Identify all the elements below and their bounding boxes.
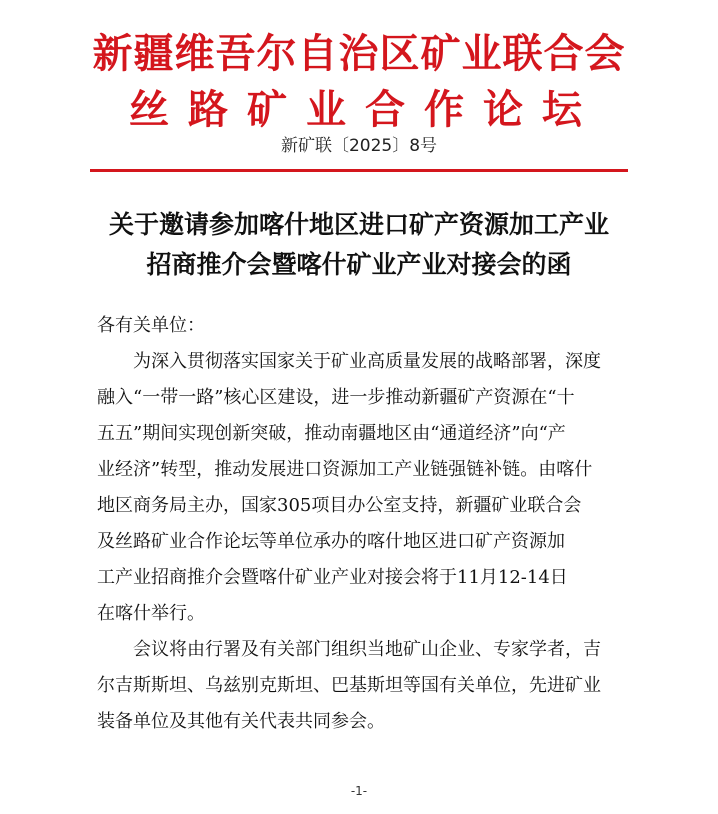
paragraph-1 [97, 344, 625, 632]
paragraph-line: 业经济”转型，推动发展进口资源加工产业链强链补链。由喀什 [97, 459, 593, 480]
paragraph-2 [97, 632, 625, 740]
paragraph-line: 装备单位及其他有关代表共同参会。 [97, 711, 385, 732]
page-number: -1- [350, 784, 368, 798]
salutation: 各有关单位： [97, 315, 205, 336]
paragraph-line: 融入“一带一路”核心区建设，进一步推动新疆矿产资源在“十 [97, 387, 575, 408]
paragraph-line: 尔吉斯斯坦、乌兹别克斯坦、巴基斯坦等国有关单位，先进矿业 [97, 675, 601, 696]
document-title-line1: 关于邀请参加喀什地区进口矿产资源加工产业 [108, 210, 609, 239]
paragraph-line: 在喀什举行。 [97, 603, 205, 624]
document-number: 新矿联〔2025〕8号 [280, 136, 438, 156]
paragraph-line: 及丝路矿业合作论坛等单位承办的喀什地区进口矿产资源加 [97, 531, 565, 552]
org-name-line1: 新疆维吾尔自治区矿业联合会 [92, 30, 626, 77]
paragraph-line: 为深入贯彻落实国家关于矿业高质量发展的战略部署，深度 [133, 351, 601, 372]
paragraph-line: 工产业招商推介会暨喀什矿业产业对接会将于11月12-14日 [97, 567, 568, 588]
document-title-line2: 招商推介会暨喀什矿业产业对接会的函 [146, 250, 572, 279]
org-name-line2: 丝路矿业合作论坛 [129, 86, 601, 133]
paragraph-line: 地区商务局主办，国家305项目办公室支持，新疆矿业联合会 [97, 495, 582, 516]
paragraph-line: 会议将由行署及有关部门组织当地矿山企业、专家学者，吉 [133, 639, 601, 660]
paragraph-line: 五五”期间实现创新突破，推动南疆地区由“通道经济”向“产 [97, 423, 566, 444]
red-divider-line [90, 169, 628, 172]
